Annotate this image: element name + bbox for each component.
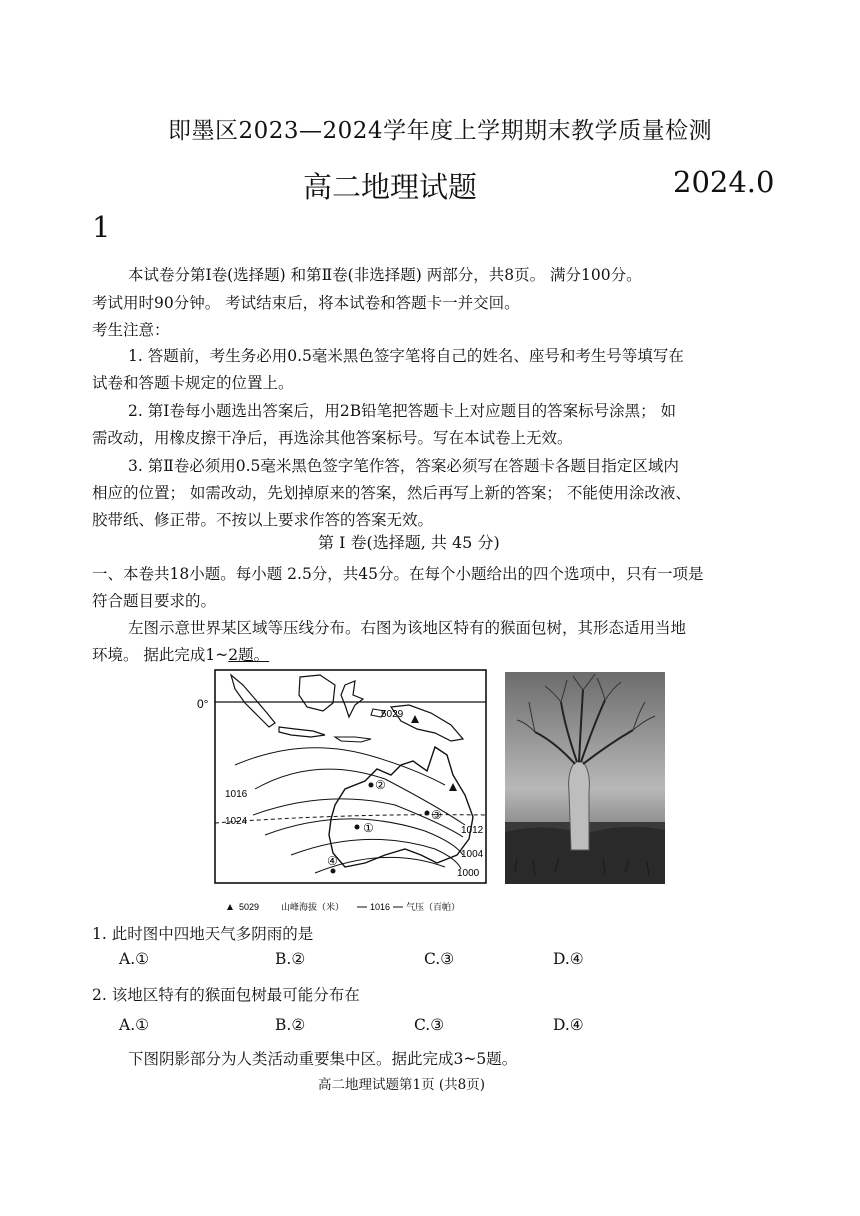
notice-item-3-cont2: 胶带纸、修正带。不按以上要求作答的答案无效。 [92,511,434,529]
notice-label: 考生注意： [92,321,170,339]
notice-item-2-cont: 需改动，用橡皮擦干净后，再选涂其他答案标号。写在本试卷上无效。 [92,429,573,447]
isobar-label: 1012 [461,825,484,836]
isobar-label: 1004 [461,849,484,860]
exam-date-wrap: 1 [92,210,111,244]
question-intro: 左图示意世界某区域等压线分布。右图为该地区特有的猴面包树，其形态适用当地 [128,619,687,637]
question-1-option-a[interactable]: A.① [119,950,150,968]
question-2-option-c[interactable]: C.③ [414,1016,445,1034]
notice-item-3: 3. 第Ⅱ卷必须用0.5毫米黑色签字笔作答，答案必须写在答题卡各题目指定区域内 [128,457,679,475]
question-1-option-d[interactable]: D.④ [553,950,584,968]
legend-isobar-text: 气压（百帕） [406,903,461,913]
section-heading: 第 Ⅰ 卷(选择题, 共 45 分) [318,533,500,552]
notice-item-2: 2. 第Ⅰ卷每小题选出答案后，用2B铅笔把答题卡上对应题目的答案标号涂黑； 如 [128,402,677,420]
location-marker-2: ② [375,778,386,792]
instructions-line: 本试卷分第Ⅰ卷(选择题) 和第Ⅱ卷(非选择题) 两部分，共8页。 满分100分。 [128,266,642,284]
exam-date: 2024.0 [673,165,775,199]
section-desc-cont: 符合题目要求的。 [92,592,217,610]
notice-item-1: 1. 答题前，考生务必用0.5毫米黑色签字笔将自己的姓名、座号和考生号等填写在 [128,347,684,365]
peak-label: 5029 [381,709,404,720]
legend-isobar-value: 1016 [370,902,391,912]
question-2-option-d[interactable]: D.④ [553,1016,584,1034]
exam-title: 即墨区2023—2024学年度上学期期末教学质量检测 [168,118,713,144]
location-marker-1: ① [363,821,374,835]
question-2-option-a[interactable]: A.① [119,1016,150,1034]
location-marker-4: ④ [327,854,338,868]
question-intro-text: 环境。 据此完成1~ [92,646,229,664]
subject-title: 高二地理试题 [303,170,478,204]
question-intro-range: 2题。 [228,646,270,664]
baobab-tree-photo [505,672,665,884]
isobar-label: 1000 [457,868,480,879]
question-1-option-b[interactable]: B.② [275,950,306,968]
equator-label: 0° [197,697,209,711]
question-2-stem: 2. 该地区特有的猴面包树最可能分布在 [92,986,360,1004]
notice-item-3-cont: 相应的位置； 如需改动，先划掉原来的答案，然后再写上新的答案； 不能使用涂改液、 [92,484,691,502]
isobar-label: 1016 [225,789,248,800]
legend-peak-text: 山峰海拔（米） [281,903,345,913]
question-1-stem: 1. 此时图中四地天气多阴雨的是 [92,925,314,943]
location-marker-3: ③ [431,808,442,822]
section-desc: 一、本卷共18小题。每小题 2.5分，共45分。在每个小题给出的四个选项中，只有一项是 [92,565,704,583]
next-question-intro: 下图阴影部分为人类活动重要集中区。据此完成3~5题。 [128,1050,518,1068]
notice-item-1-cont: 试卷和答题卡规定的位置上。 [92,374,294,392]
isobar-label: 1024 [225,816,248,827]
page-footer: 高二地理试题第1页 (共8页) [318,1077,486,1093]
legend-peak-value: 5029 [239,902,260,912]
isobar-map [195,665,495,915]
question-1-option-c[interactable]: C.③ [424,950,455,968]
instructions-line: 考试用时90分钟。 考试结束后，将本试卷和答题卡一并交回。 [92,294,520,312]
question-2-option-b[interactable]: B.② [275,1016,306,1034]
